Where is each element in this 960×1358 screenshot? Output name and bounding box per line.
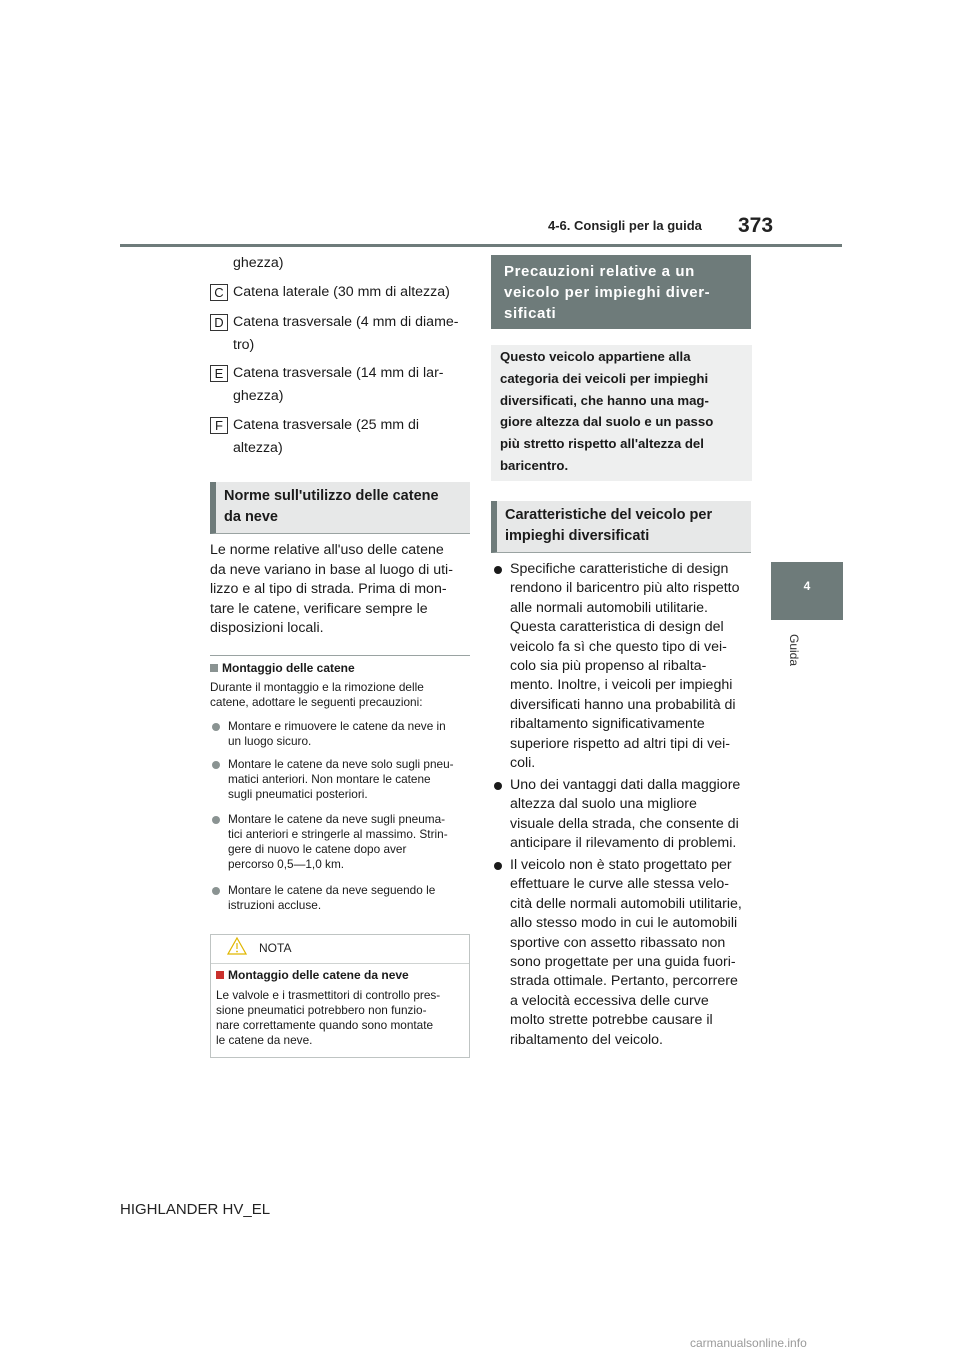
summary-text: Questo veicolo appartiene alla categoria dei veicoli per impieghi diversificati, che hanno una mag- giore altezza dal suolo e un passo più stretto rispetto all'altezza del baricentro. xyxy=(500,349,714,473)
chain-text: Catena trasversale (14 mm di lar- ghezza) xyxy=(233,365,444,404)
list-item: Specifiche caratteristiche di design rendono il baricentro più alto rispetto alle normali automobili utilitarie. Questa caratteristica di design del veicolo fa sì che questo tipo di vei- colo sia più propenso al ribalta- mento. Inoltre, i veicoli per impieghi diversificati hanno una probabilità di ribaltamento significativamente superiore rispetto ad altri tipi di vei- coli. xyxy=(494,560,752,774)
chain-item xyxy=(210,414,472,460)
page-number: 373 xyxy=(738,214,774,237)
model-name: HIGHLANDER HV_EL xyxy=(120,1201,271,1218)
note-label: NOTA xyxy=(259,941,292,955)
chapter-number: 4 xyxy=(803,579,811,593)
letter-badge: F xyxy=(210,417,228,434)
square-bullet-icon xyxy=(210,664,218,672)
continuation-text: ghezza) xyxy=(233,255,284,271)
square-bullet-icon xyxy=(216,971,224,979)
divider xyxy=(210,655,470,656)
bullet-icon xyxy=(494,862,502,870)
warning-icon xyxy=(227,936,247,958)
watermark: carmanualsonline.info xyxy=(690,1336,807,1350)
section-title: 4-6. Consigli per la guida xyxy=(548,218,702,233)
bullet-icon xyxy=(494,782,502,790)
chain-item xyxy=(210,362,472,408)
chain-item xyxy=(210,281,472,305)
letter-badge: D xyxy=(210,314,228,331)
bullet-icon xyxy=(212,723,220,731)
list-item: Il veicolo non è stato progettato per effettuare le curve alle stessa velo- cità delle normali automobili utilitarie, allo stesso modo in cui le automobili sportive con assetto ribassato non sono progettate per una guida fuori- strada ottimale. Pertanto, percorrere a velocità eccessiva delle curve molto strette potrebbe causare il ribaltamento del veicolo. xyxy=(494,856,752,1052)
list-item: Montare le catene da neve solo sugli pneu- matici anteriori. Non montare le catene sugli pneumatici posteriori. xyxy=(212,757,474,805)
note-text: Le valvole e i trasmettitori di controllo pres- sione pneumatici potrebbero non funzio- nare correttamente quando sono montate le catene da neve. xyxy=(216,988,441,1047)
list-item: Montare le catene da neve sugli pneuma- tici anteriori e stringerle al massimo. Strin- gere di nuovo le catene dopo aver percorso 0,5—1,0 km. xyxy=(212,812,474,876)
chain-text: Catena laterale (30 mm di altezza) xyxy=(233,284,450,300)
letter-badge: E xyxy=(210,365,228,382)
note-heading: Montaggio delle catene da neve xyxy=(216,968,409,982)
montaggio-intro: Durante il montaggio e la rimozione delle catene, adottare le seguenti precauzioni: xyxy=(210,680,424,709)
header-rule xyxy=(120,244,842,247)
montaggio-heading: Montaggio delle catene xyxy=(210,661,355,675)
bullet-icon xyxy=(212,761,220,769)
chain-text: Catena trasversale (25 mm di altezza) xyxy=(233,417,420,456)
bullet-icon xyxy=(212,816,220,824)
bullet-icon xyxy=(494,566,502,574)
norme-section-header: Norme sull'utilizzo delle catene da neve xyxy=(210,482,470,534)
bullet-icon xyxy=(212,887,220,895)
chain-item xyxy=(210,311,472,357)
precauzioni-section-header: Precauzioni relative a un veicolo per impieghi diver- sificati xyxy=(491,255,751,329)
list-item: Uno dei vantaggi dati dalla maggiore altezza dal suolo una migliore visuale della strada, che consente di anticipare il rilevamento di problemi. xyxy=(494,776,752,856)
chain-text: Catena trasversale (4 mm di diame- tro) xyxy=(233,314,459,353)
norme-paragraph: Le norme relative all'uso delle catene da neve variano in base al luogo di uti- lizzo e al tipo di strada. Prima di mon- tare le catene, verificare sempre le disposizioni locali. xyxy=(210,542,453,637)
caratteristiche-section-header: Caratteristiche del veicolo per impieghi diversificati xyxy=(491,501,751,553)
chapter-label: Guida xyxy=(787,634,801,667)
note-divider xyxy=(211,963,469,964)
list-item: Montare e rimuovere le catene da neve in un luogo sicuro. xyxy=(212,719,474,751)
letter-badge: C xyxy=(210,284,228,301)
list-item: Montare le catene da neve seguendo le istruzioni accluse. xyxy=(212,883,474,915)
